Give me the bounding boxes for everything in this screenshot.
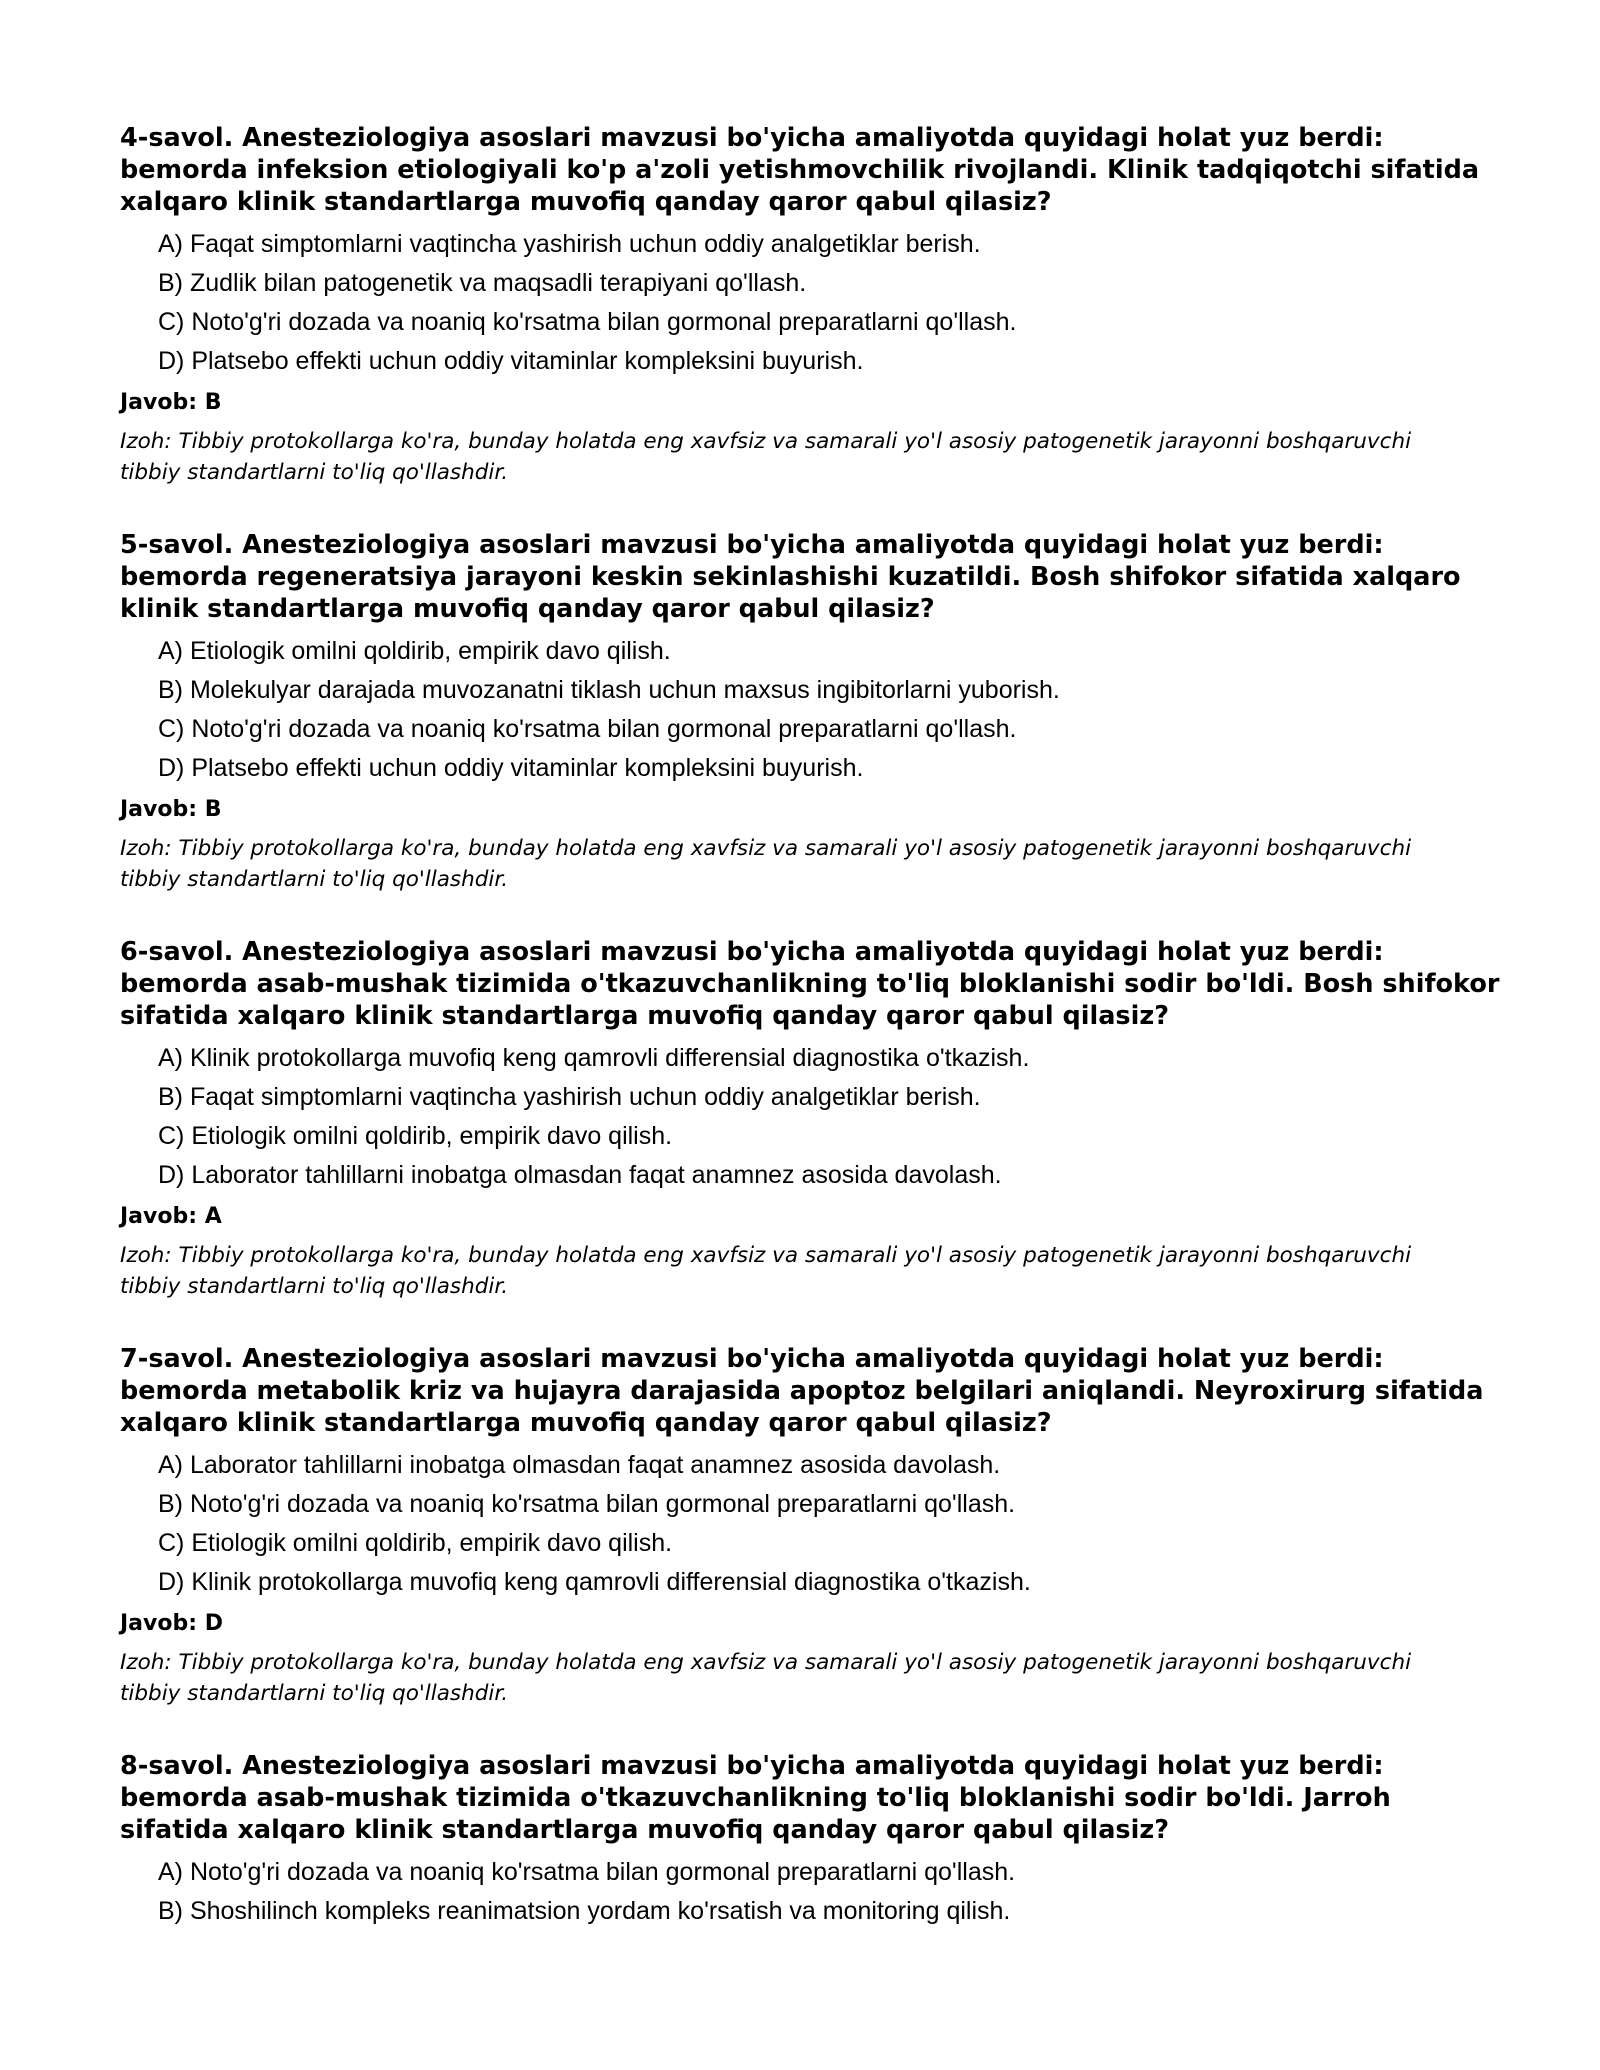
question-title: 4-savol. Anesteziologiya asoslari mavzusi bo'yicha amaliyotda quyidagi holat yuz berdi: bemorda infeksion etiologiyali ko'p a'zoli yetishmovchilik rivojlandi. Klinik tadqiqotchi sifatida xalqaro klinik standartlarga muvofiq qanday qaror qabul qilasiz? (120, 123, 1480, 217)
answer-label: Javob: D (120, 1611, 223, 1636)
explanation-text: Izoh: Tibbiy protokollarga ko'ra, bunday holatda eng xavfsiz va samarali yo'l asosiy patogenetik jarayonni boshqaruvchi tibbiy standartlarni to'liq qo'llashdir. (120, 429, 1412, 485)
question-block (120, 122, 1500, 488)
option-list (120, 1451, 1500, 1596)
question-title: 5-savol. Anesteziologiya asoslari mavzusi bo'yicha amaliyotda quyidagi holat yuz berdi: bemorda regeneratsiya jarayoni keskin sekinlashishi kuzatildi. Bosh shifokor sifatida xalqaro klinik standartlarga muvofiq qanday qaror qabul qilasiz? (120, 530, 1461, 624)
option-d: D) Klinik protokollarga muvofiq keng qamrovli differensial diagnostika o'tkazish. (158, 1568, 1031, 1596)
option-d: D) Laborator tahlillarni inobatga olmasdan faqat anamnez asosida davolash. (158, 1161, 1002, 1189)
explanation-text: Izoh: Tibbiy protokollarga ko'ra, bunday holatda eng xavfsiz va samarali yo'l asosiy patogenetik jarayonni boshqaruvchi tibbiy standartlarni to'liq qo'llashdir. (120, 1650, 1412, 1706)
option-a: A) Etiologik omilni qoldirib, empirik davo qilish. (158, 637, 671, 665)
question-title: 7-savol. Anesteziologiya asoslari mavzusi bo'yicha amaliyotda quyidagi holat yuz berdi: bemorda metabolik kriz va hujayra darajasida apoptoz belgilari aniqlandi. Neyroxirurg sifatida xalqaro klinik standartlarga muvofiq qanday qaror qabul qilasiz? (120, 1344, 1484, 1438)
question-block (120, 1750, 1500, 1925)
question-block (120, 936, 1500, 1302)
question-block (120, 529, 1500, 895)
option-a: A) Laborator tahlillarni inobatga olmasdan faqat anamnez asosida davolash. (158, 1451, 1001, 1479)
option-d: D) Platsebo effekti uchun oddiy vitaminlar kompleksini buyurish. (158, 754, 864, 782)
option-a: A) Klinik protokollarga muvofiq keng qamrovli differensial diagnostika o'tkazish. (158, 1044, 1030, 1072)
answer-label: Javob: B (120, 390, 222, 415)
question-block (120, 1343, 1500, 1709)
option-b: B) Zudlik bilan patogenetik va maqsadli terapiyani qo'llash. (158, 269, 807, 297)
question-title: 8-savol. Anesteziologiya asoslari mavzusi bo'yicha amaliyotda quyidagi holat yuz berdi: bemorda asab-mushak tizimida o'tkazuvchanlikning to'liq bloklanishi sodir bo'ldi. Jarroh sifatida xalqaro klinik standartlarga muvofiq qanday qaror qabul qilasiz? (120, 1751, 1391, 1845)
explanation-text: Izoh: Tibbiy protokollarga ko'ra, bunday holatda eng xavfsiz va samarali yo'l asosiy patogenetik jarayonni boshqaruvchi tibbiy standartlarni to'liq qo'llashdir. (120, 1243, 1412, 1299)
option-c: C) Noto'g'ri dozada va noaniq ko'rsatma bilan gormonal preparatlarni qo'llash. (158, 715, 1017, 743)
option-a: A) Noto'g'ri dozada va noaniq ko'rsatma bilan gormonal preparatlarni qo'llash. (158, 1858, 1016, 1886)
option-list (120, 1044, 1500, 1189)
option-list (120, 637, 1500, 782)
option-list (120, 1858, 1500, 1925)
question-title: 6-savol. Anesteziologiya asoslari mavzusi bo'yicha amaliyotda quyidagi holat yuz berdi: bemorda asab-mushak tizimida o'tkazuvchanlikning to'liq bloklanishi sodir bo'ldi. Bosh shifokor sifatida xalqaro klinik standartlarga muvofiq qanday qaror qabul qilasiz? (120, 937, 1500, 1031)
option-d: D) Platsebo effekti uchun oddiy vitaminlar kompleksini buyurish. (158, 347, 864, 375)
option-b: B) Noto'g'ri dozada va noaniq ko'rsatma bilan gormonal preparatlarni qo'llash. (158, 1490, 1016, 1518)
option-b: B) Molekulyar darajada muvozanatni tiklash uchun maxsus ingibitorlarni yuborish. (158, 676, 1060, 704)
document-page (120, 122, 1500, 1966)
explanation-text: Izoh: Tibbiy protokollarga ko'ra, bunday holatda eng xavfsiz va samarali yo'l asosiy patogenetik jarayonni boshqaruvchi tibbiy standartlarni to'liq qo'llashdir. (120, 836, 1412, 892)
option-c: C) Etiologik omilni qoldirib, empirik davo qilish. (158, 1122, 673, 1150)
option-b: B) Shoshilinch kompleks reanimatsion yordam ko'rsatish va monitoring qilish. (158, 1897, 1011, 1925)
option-a: A) Faqat simptomlarni vaqtincha yashirish uchun oddiy analgetiklar berish. (158, 230, 981, 258)
answer-label: Javob: A (120, 1204, 222, 1229)
option-c: C) Etiologik omilni qoldirib, empirik davo qilish. (158, 1529, 673, 1557)
option-c: C) Noto'g'ri dozada va noaniq ko'rsatma bilan gormonal preparatlarni qo'llash. (158, 308, 1017, 336)
option-b: B) Faqat simptomlarni vaqtincha yashirish uchun oddiy analgetiklar berish. (158, 1083, 981, 1111)
answer-label: Javob: B (120, 797, 222, 822)
option-list (120, 230, 1500, 375)
